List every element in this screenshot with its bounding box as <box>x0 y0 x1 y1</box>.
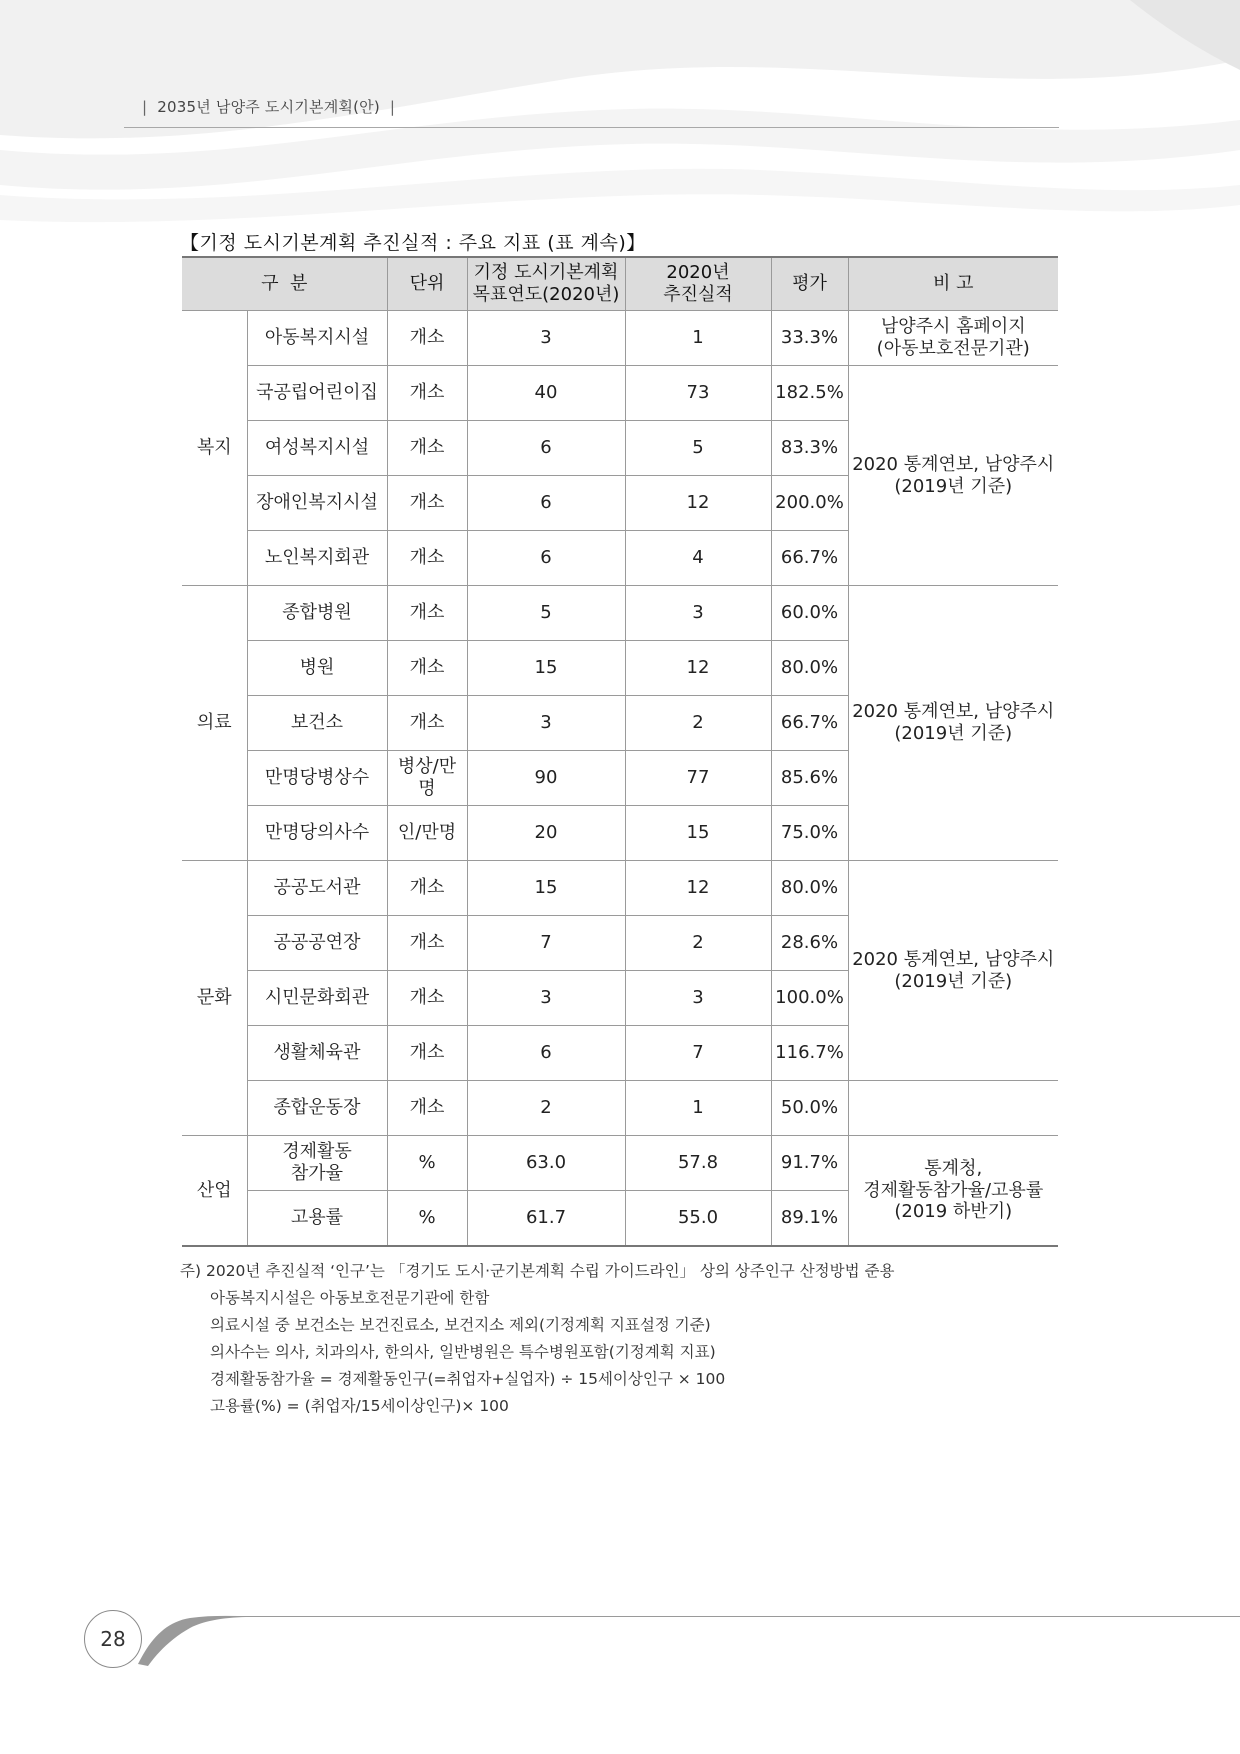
row-item: 고용률 <box>247 1191 387 1247</box>
row-target: 15 <box>467 641 625 696</box>
row-eval: 182.5% <box>771 366 848 421</box>
header-rule <box>124 127 1059 128</box>
row-item-line2: 참가율 <box>290 1163 344 1184</box>
header-result <box>625 257 771 311</box>
header-result-line2: 추진실적 <box>663 284 733 305</box>
row-eval: 75.0% <box>771 806 848 861</box>
remarks-welfare <box>848 366 1058 586</box>
table-row <box>182 311 1058 366</box>
table-row <box>182 366 1058 421</box>
row-unit: 개소 <box>387 311 467 366</box>
table-notes <box>180 1258 894 1420</box>
note-line: 의료시설 중 보건소는 보건진료소, 보건지소 제외(기정계획 지표설정 기준) <box>210 1316 711 1334</box>
row-unit: 개소 <box>387 641 467 696</box>
note-line <box>180 1258 894 1285</box>
header-divider-right: | <box>389 98 396 116</box>
row-result: 15 <box>625 806 771 861</box>
row-unit: 인/만명 <box>387 806 467 861</box>
row-eval: 66.7% <box>771 531 848 586</box>
row-unit: 개소 <box>387 476 467 531</box>
row-result: 12 <box>625 641 771 696</box>
remarks-medical <box>848 586 1058 861</box>
remarks-welfare-line1: 2020 통계연보, 남양주시 <box>852 453 1055 475</box>
row-item: 만명당병상수 <box>247 751 387 806</box>
row-unit: 개소 <box>387 586 467 641</box>
remarks-industry-line2: 경제활동참가율/고용률 <box>863 1179 1044 1201</box>
table-row <box>182 861 1058 916</box>
group-medical: 의료 <box>182 586 247 861</box>
row-item: 국공립어린이집 <box>247 366 387 421</box>
row-result: 2 <box>625 916 771 971</box>
remarks-welfare-line2: (2019년 기준) <box>894 475 1013 497</box>
row-eval: 100.0% <box>771 971 848 1026</box>
running-header <box>132 96 405 117</box>
row-result: 7 <box>625 1026 771 1081</box>
remarks-child-line1: 남양주시 홈페이지 <box>880 316 1026 338</box>
remarks-industry-line1: 통계청, <box>924 1158 983 1180</box>
running-title: 2035년 남양주 도시기본계획(안) <box>157 98 380 116</box>
row-target: 20 <box>467 806 625 861</box>
row-result: 1 <box>625 1081 771 1136</box>
table-row <box>182 1136 1058 1191</box>
remarks-medical-line2: (2019년 기준) <box>894 723 1013 744</box>
row-target: 6 <box>467 1026 625 1081</box>
row-unit: 개소 <box>387 421 467 476</box>
row-unit: % <box>387 1191 467 1247</box>
row-unit: 개소 <box>387 531 467 586</box>
row-result: 3 <box>625 586 771 641</box>
row-eval: 33.3% <box>771 311 848 366</box>
row-result: 5 <box>625 421 771 476</box>
header-evaluation: 평가 <box>771 257 848 311</box>
remarks-culture-line2: (2019년 기준) <box>894 970 1013 992</box>
row-item: 만명당의사수 <box>247 806 387 861</box>
row-unit: 개소 <box>387 1026 467 1081</box>
row-eval: 80.0% <box>771 861 848 916</box>
row-target: 40 <box>467 366 625 421</box>
row-target: 90 <box>467 751 625 806</box>
row-target: 61.7 <box>467 1191 625 1247</box>
remarks-medical-line1: 2020 통계연보, 남양주시 <box>852 701 1055 723</box>
row-unit: 개소 <box>387 366 467 421</box>
row-eval: 60.0% <box>771 586 848 641</box>
indicator-table <box>182 256 1058 1247</box>
footer-decoration <box>0 1600 1240 1680</box>
row-unit: 개소 <box>387 696 467 751</box>
row-result: 12 <box>625 861 771 916</box>
row-result: 1 <box>625 311 771 366</box>
row-result: 77 <box>625 751 771 806</box>
row-unit: 개소 <box>387 916 467 971</box>
row-eval: 83.3% <box>771 421 848 476</box>
row-unit: 개소 <box>387 971 467 1026</box>
row-result: 57.8 <box>625 1136 771 1191</box>
row-unit: 병상/만명 <box>387 751 467 806</box>
header-unit: 단위 <box>387 257 467 311</box>
group-culture: 문화 <box>182 861 247 1136</box>
note-line: 아동복지시설은 아동보호전문기관에 한함 <box>210 1289 490 1307</box>
table-title: 【기정 도시기본계획 추진실적 : 주요 지표 (표 계속)】 <box>180 232 646 254</box>
row-result: 4 <box>625 531 771 586</box>
row-target: 7 <box>467 916 625 971</box>
remarks-culture-line1: 2020 통계연보, 남양주시 <box>852 948 1055 970</box>
group-industry: 산업 <box>182 1136 247 1247</box>
row-target: 5 <box>467 586 625 641</box>
row-eval: 200.0% <box>771 476 848 531</box>
row-result: 12 <box>625 476 771 531</box>
row-item: 아동복지시설 <box>247 311 387 366</box>
row-eval: 28.6% <box>771 916 848 971</box>
row-item: 보건소 <box>247 696 387 751</box>
row-target: 6 <box>467 531 625 586</box>
remarks-empty <box>848 1081 1058 1136</box>
header-divider-left: | <box>142 98 148 116</box>
row-result: 3 <box>625 971 771 1026</box>
header-category: 구 분 <box>182 257 387 311</box>
row-result: 55.0 <box>625 1191 771 1247</box>
row-item: 병원 <box>247 641 387 696</box>
header-target-line1: 기정 도시기본계획 <box>473 262 619 284</box>
note-prefix: 주) <box>180 1262 202 1280</box>
row-target: 2 <box>467 1081 625 1136</box>
row-unit: 개소 <box>387 1081 467 1136</box>
row-item: 생활체육관 <box>247 1026 387 1081</box>
note-line: 경제활동참가율 = 경제활동인구(=취업자+실업자) ÷ 15세이상인구 × 100 <box>210 1370 726 1388</box>
note-line: 의사수는 의사, 치과의사, 한의사, 일반병원은 특수병원포함(기정계획 지표) <box>210 1343 716 1361</box>
table-header-row <box>182 257 1058 311</box>
row-target: 6 <box>467 421 625 476</box>
page-number: 28 <box>84 1610 142 1668</box>
row-eval: 80.0% <box>771 641 848 696</box>
row-result: 2 <box>625 696 771 751</box>
header-target <box>467 257 625 311</box>
row-eval: 116.7% <box>771 1026 848 1081</box>
note-line: 고용률(%) = (취업자/15세이상인구)× 100 <box>210 1397 509 1415</box>
row-target: 15 <box>467 861 625 916</box>
row-item: 노인복지회관 <box>247 531 387 586</box>
header-remarks: 비 고 <box>848 257 1058 311</box>
row-target: 3 <box>467 971 625 1026</box>
row-eval: 66.7% <box>771 696 848 751</box>
note-text: 2020년 추진실적 ‘인구’는 「경기도 도시·군기본계획 수립 가이드라인」 상의 상주인구 산정방법 준용 <box>205 1262 895 1280</box>
row-eval: 89.1% <box>771 1191 848 1247</box>
row-target: 6 <box>467 476 625 531</box>
table-row <box>182 586 1058 641</box>
table-row <box>182 1081 1058 1136</box>
row-item: 공공공연장 <box>247 916 387 971</box>
header-target-line2: 목표연도(2020년) <box>472 284 620 305</box>
remarks-culture <box>848 861 1058 1081</box>
remarks-industry-line3: (2019 하반기) <box>894 1201 1013 1223</box>
header-result-line1: 2020년 <box>666 262 730 284</box>
row-target: 3 <box>467 311 625 366</box>
row-item: 시민문화회관 <box>247 971 387 1026</box>
row-item: 종합병원 <box>247 586 387 641</box>
row-item: 종합운동장 <box>247 1081 387 1136</box>
remarks-child-line2: (아동보호전문기관) <box>876 338 1030 359</box>
row-eval: 85.6% <box>771 751 848 806</box>
remarks-industry <box>848 1136 1058 1247</box>
row-eval: 91.7% <box>771 1136 848 1191</box>
row-item-line1: 경제활동 <box>282 1141 352 1163</box>
row-item: 공공도서관 <box>247 861 387 916</box>
row-target: 3 <box>467 696 625 751</box>
group-welfare: 복지 <box>182 311 247 586</box>
row-item: 장애인복지시설 <box>247 476 387 531</box>
row-unit: % <box>387 1136 467 1191</box>
remarks-child <box>848 311 1058 366</box>
row-item <box>247 1136 387 1191</box>
row-item: 여성복지시설 <box>247 421 387 476</box>
row-eval: 50.0% <box>771 1081 848 1136</box>
row-target: 63.0 <box>467 1136 625 1191</box>
row-unit: 개소 <box>387 861 467 916</box>
row-result: 73 <box>625 366 771 421</box>
